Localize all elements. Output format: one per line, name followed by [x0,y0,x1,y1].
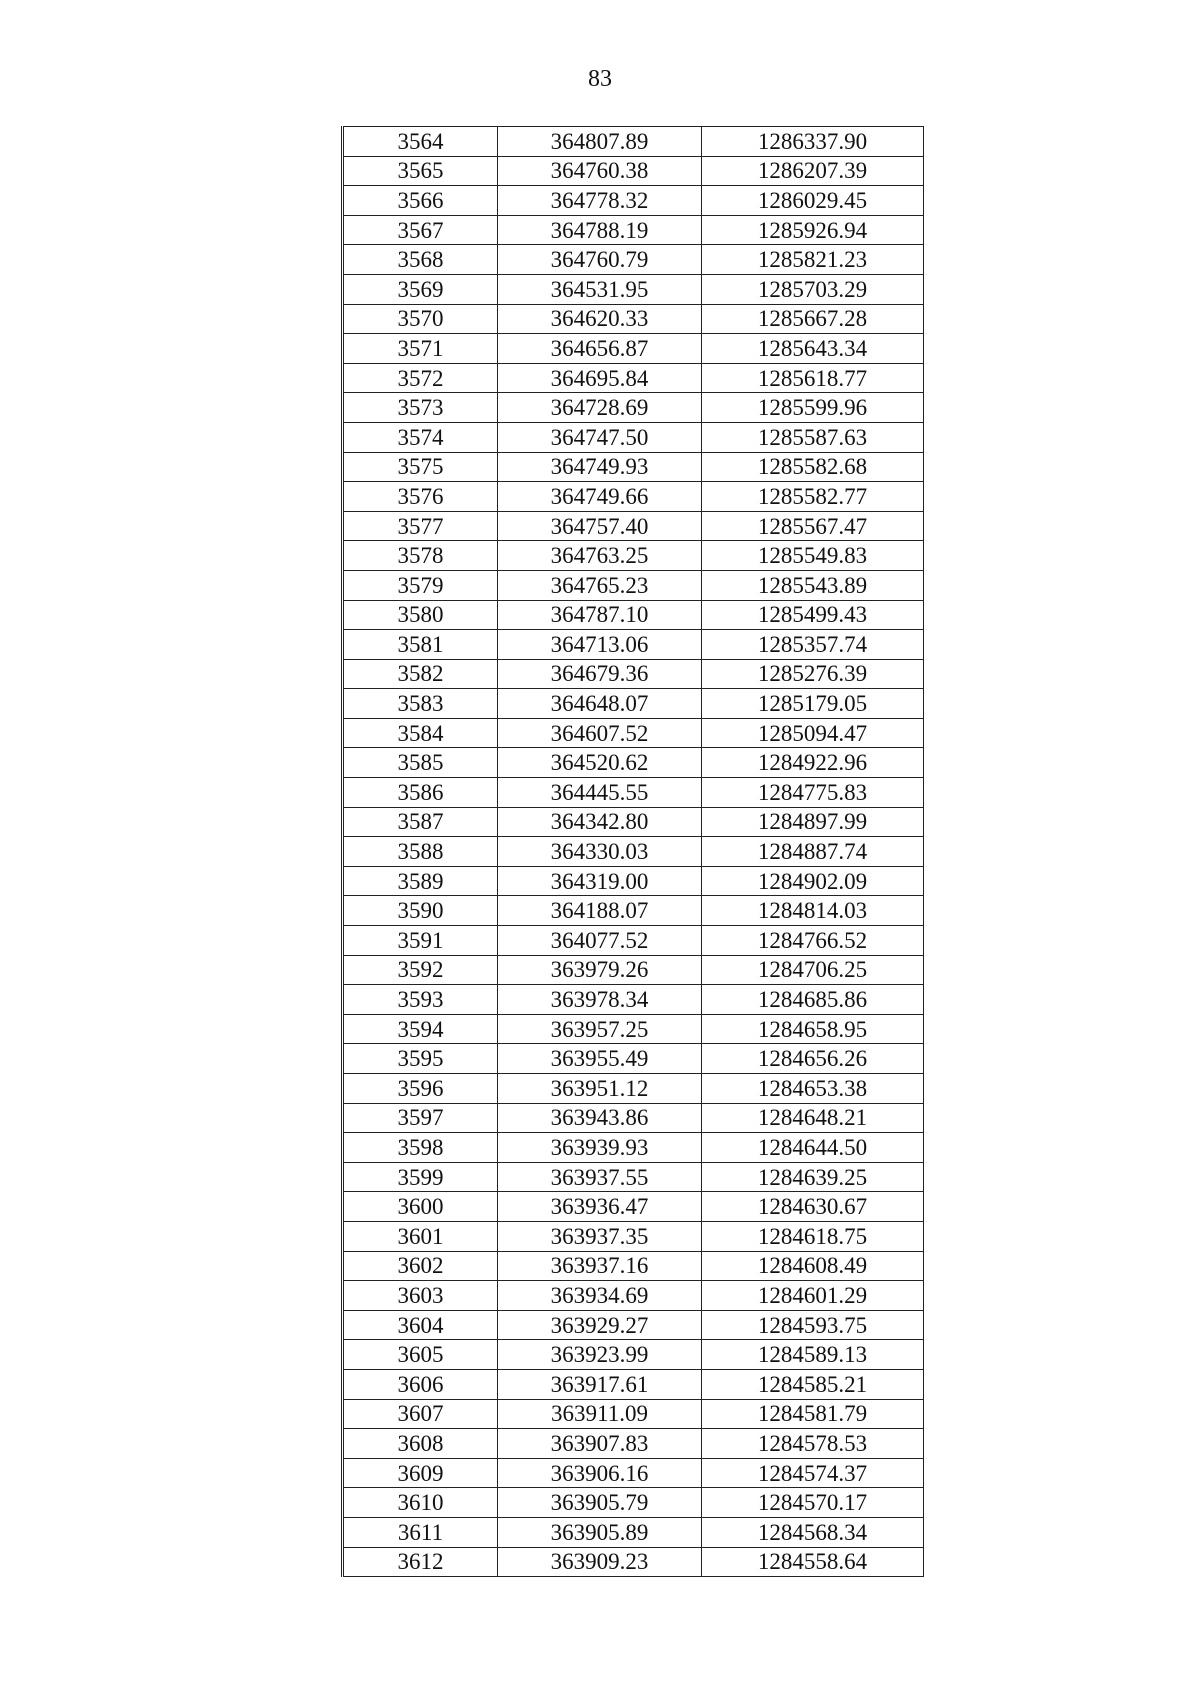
x-coordinate-cell: 363905.79 [498,1488,702,1518]
table-row [343,156,924,186]
y-coordinate-cell: 1284814.03 [702,896,924,926]
y-coordinate-cell: 1284706.25 [702,955,924,985]
y-coordinate-cell: 1285926.94 [702,215,924,245]
x-coordinate-cell: 363943.86 [498,1103,702,1133]
y-coordinate-cell: 1284558.64 [702,1547,924,1577]
table-row [343,1044,924,1074]
y-coordinate-cell: 1286029.45 [702,186,924,216]
y-coordinate-cell: 1284578.53 [702,1429,924,1459]
x-coordinate-cell: 363917.61 [498,1369,702,1399]
x-coordinate-cell: 364679.36 [498,659,702,689]
y-coordinate-cell: 1285582.68 [702,452,924,482]
table-row [343,600,924,630]
point-number-cell: 3589 [343,866,498,896]
table-row [343,1014,924,1044]
point-number-cell: 3574 [343,422,498,452]
point-number-cell: 3593 [343,985,498,1015]
point-number-cell: 3569 [343,274,498,304]
table-row [343,1458,924,1488]
y-coordinate-cell: 1284608.49 [702,1251,924,1281]
point-number-cell: 3597 [343,1103,498,1133]
y-coordinate-cell: 1286207.39 [702,156,924,186]
table-row [343,1192,924,1222]
x-coordinate-cell: 363909.23 [498,1547,702,1577]
x-coordinate-cell: 363906.16 [498,1458,702,1488]
table-row [343,1103,924,1133]
x-coordinate-cell: 364749.93 [498,452,702,482]
x-coordinate-cell: 364778.32 [498,186,702,216]
y-coordinate-cell: 1285821.23 [702,245,924,275]
table-row [343,1340,924,1370]
y-coordinate-cell: 1284581.79 [702,1399,924,1429]
table-row [343,482,924,512]
point-number-cell: 3577 [343,511,498,541]
point-number-cell: 3610 [343,1488,498,1518]
table-row [343,1517,924,1547]
table-row [343,1547,924,1577]
y-coordinate-cell: 1284630.67 [702,1192,924,1222]
table-row [343,1133,924,1163]
x-coordinate-cell: 363957.25 [498,1014,702,1044]
point-number-cell: 3584 [343,718,498,748]
x-coordinate-cell: 364757.40 [498,511,702,541]
x-coordinate-cell: 363934.69 [498,1281,702,1311]
y-coordinate-cell: 1284589.13 [702,1340,924,1370]
point-number-cell: 3599 [343,1162,498,1192]
table-row [343,1251,924,1281]
point-number-cell: 3581 [343,630,498,660]
x-coordinate-cell: 363937.16 [498,1251,702,1281]
point-number-cell: 3598 [343,1133,498,1163]
y-coordinate-cell: 1284766.52 [702,926,924,956]
table-row [343,926,924,956]
point-number-cell: 3608 [343,1429,498,1459]
x-coordinate-cell: 364531.95 [498,274,702,304]
x-coordinate-cell: 364763.25 [498,541,702,571]
y-coordinate-cell: 1285643.34 [702,334,924,364]
table-row [343,837,924,867]
x-coordinate-cell: 364077.52 [498,926,702,956]
table-row [343,718,924,748]
y-coordinate-cell: 1284593.75 [702,1310,924,1340]
x-coordinate-cell: 363929.27 [498,1310,702,1340]
y-coordinate-cell: 1284922.96 [702,748,924,778]
point-number-cell: 3590 [343,896,498,926]
y-coordinate-cell: 1284570.17 [702,1488,924,1518]
table-row [343,274,924,304]
table-row [343,1488,924,1518]
table-row [343,866,924,896]
table-body [343,127,924,1577]
x-coordinate-cell: 364188.07 [498,896,702,926]
point-number-cell: 3605 [343,1340,498,1370]
y-coordinate-cell: 1284656.26 [702,1044,924,1074]
point-number-cell: 3600 [343,1192,498,1222]
table-row [343,186,924,216]
point-number-cell: 3604 [343,1310,498,1340]
x-coordinate-cell: 363923.99 [498,1340,702,1370]
x-coordinate-cell: 363937.35 [498,1221,702,1251]
point-number-cell: 3572 [343,363,498,393]
y-coordinate-cell: 1284601.29 [702,1281,924,1311]
point-number-cell: 3579 [343,570,498,600]
x-coordinate-cell: 363979.26 [498,955,702,985]
x-coordinate-cell: 364728.69 [498,393,702,423]
y-coordinate-cell: 1284648.21 [702,1103,924,1133]
table-row [343,363,924,393]
y-coordinate-cell: 1284644.50 [702,1133,924,1163]
x-coordinate-cell: 363907.83 [498,1429,702,1459]
point-number-cell: 3603 [343,1281,498,1311]
x-coordinate-cell: 364695.84 [498,363,702,393]
y-coordinate-cell: 1284897.99 [702,807,924,837]
y-coordinate-cell: 1284568.34 [702,1517,924,1547]
point-number-cell: 3595 [343,1044,498,1074]
y-coordinate-cell: 1285567.47 [702,511,924,541]
y-coordinate-cell: 1285179.05 [702,689,924,719]
point-number-cell: 3568 [343,245,498,275]
y-coordinate-cell: 1285587.63 [702,422,924,452]
table-row [343,334,924,364]
y-coordinate-cell: 1285276.39 [702,659,924,689]
point-number-cell: 3580 [343,600,498,630]
table-row [343,422,924,452]
y-coordinate-cell: 1284574.37 [702,1458,924,1488]
table-row [343,748,924,778]
y-coordinate-cell: 1285618.77 [702,363,924,393]
x-coordinate-cell: 364342.80 [498,807,702,837]
coordinates-table [341,126,924,1577]
x-coordinate-cell: 364520.62 [498,748,702,778]
point-number-cell: 3607 [343,1399,498,1429]
x-coordinate-cell: 364787.10 [498,600,702,630]
point-number-cell: 3571 [343,334,498,364]
point-number-cell: 3586 [343,778,498,808]
table-row [343,511,924,541]
x-coordinate-cell: 364807.89 [498,127,702,157]
point-number-cell: 3578 [343,541,498,571]
table-row [343,1369,924,1399]
x-coordinate-cell: 363905.89 [498,1517,702,1547]
table-row [343,985,924,1015]
x-coordinate-cell: 364656.87 [498,334,702,364]
point-number-cell: 3585 [343,748,498,778]
point-number-cell: 3582 [343,659,498,689]
table-row [343,1074,924,1104]
y-coordinate-cell: 1284775.83 [702,778,924,808]
table-row [343,1429,924,1459]
point-number-cell: 3573 [343,393,498,423]
table-row [343,689,924,719]
x-coordinate-cell: 364760.79 [498,245,702,275]
x-coordinate-cell: 364330.03 [498,837,702,867]
table-row [343,393,924,423]
x-coordinate-cell: 363955.49 [498,1044,702,1074]
point-number-cell: 3596 [343,1074,498,1104]
y-coordinate-cell: 1285703.29 [702,274,924,304]
point-number-cell: 3594 [343,1014,498,1044]
x-coordinate-cell: 364747.50 [498,422,702,452]
point-number-cell: 3583 [343,689,498,719]
table-row [343,304,924,334]
point-number-cell: 3601 [343,1221,498,1251]
table-row [343,1162,924,1192]
x-coordinate-cell: 364765.23 [498,570,702,600]
y-coordinate-cell: 1286337.90 [702,127,924,157]
table-row [343,778,924,808]
point-number-cell: 3565 [343,156,498,186]
y-coordinate-cell: 1285499.43 [702,600,924,630]
y-coordinate-cell: 1284618.75 [702,1221,924,1251]
point-number-cell: 3591 [343,926,498,956]
point-number-cell: 3575 [343,452,498,482]
x-coordinate-cell: 364620.33 [498,304,702,334]
x-coordinate-cell: 363951.12 [498,1074,702,1104]
table-row [343,1221,924,1251]
x-coordinate-cell: 364713.06 [498,630,702,660]
table-row [343,541,924,571]
y-coordinate-cell: 1285094.47 [702,718,924,748]
point-number-cell: 3567 [343,215,498,245]
x-coordinate-cell: 364607.52 [498,718,702,748]
table-row [343,215,924,245]
table-row [343,955,924,985]
point-number-cell: 3587 [343,807,498,837]
x-coordinate-cell: 363978.34 [498,985,702,1015]
table-row [343,1310,924,1340]
x-coordinate-cell: 364749.66 [498,482,702,512]
point-number-cell: 3566 [343,186,498,216]
y-coordinate-cell: 1284658.95 [702,1014,924,1044]
y-coordinate-cell: 1284585.21 [702,1369,924,1399]
x-coordinate-cell: 363939.93 [498,1133,702,1163]
y-coordinate-cell: 1285599.96 [702,393,924,423]
y-coordinate-cell: 1285543.89 [702,570,924,600]
table-row [343,1281,924,1311]
x-coordinate-cell: 364760.38 [498,156,702,186]
y-coordinate-cell: 1285357.74 [702,630,924,660]
x-coordinate-cell: 363911.09 [498,1399,702,1429]
x-coordinate-cell: 363936.47 [498,1192,702,1222]
table-row [343,570,924,600]
x-coordinate-cell: 364788.19 [498,215,702,245]
x-coordinate-cell: 364319.00 [498,866,702,896]
x-coordinate-cell: 363937.55 [498,1162,702,1192]
point-number-cell: 3609 [343,1458,498,1488]
y-coordinate-cell: 1284887.74 [702,837,924,867]
y-coordinate-cell: 1284653.38 [702,1074,924,1104]
point-number-cell: 3564 [343,127,498,157]
table-row [343,452,924,482]
point-number-cell: 3576 [343,482,498,512]
point-number-cell: 3588 [343,837,498,867]
point-number-cell: 3606 [343,1369,498,1399]
point-number-cell: 3592 [343,955,498,985]
y-coordinate-cell: 1285667.28 [702,304,924,334]
point-number-cell: 3602 [343,1251,498,1281]
point-number-cell: 3612 [343,1547,498,1577]
table-row [343,807,924,837]
point-number-cell: 3611 [343,1517,498,1547]
table-row [343,245,924,275]
table-row [343,630,924,660]
point-number-cell: 3570 [343,304,498,334]
x-coordinate-cell: 364648.07 [498,689,702,719]
y-coordinate-cell: 1284902.09 [702,866,924,896]
table-row [343,659,924,689]
table-row [343,127,924,157]
x-coordinate-cell: 364445.55 [498,778,702,808]
table-row [343,1399,924,1429]
y-coordinate-cell: 1285549.83 [702,541,924,571]
y-coordinate-cell: 1284685.86 [702,985,924,1015]
y-coordinate-cell: 1284639.25 [702,1162,924,1192]
table-row [343,896,924,926]
page-number: 83 [588,66,612,92]
y-coordinate-cell: 1285582.77 [702,482,924,512]
